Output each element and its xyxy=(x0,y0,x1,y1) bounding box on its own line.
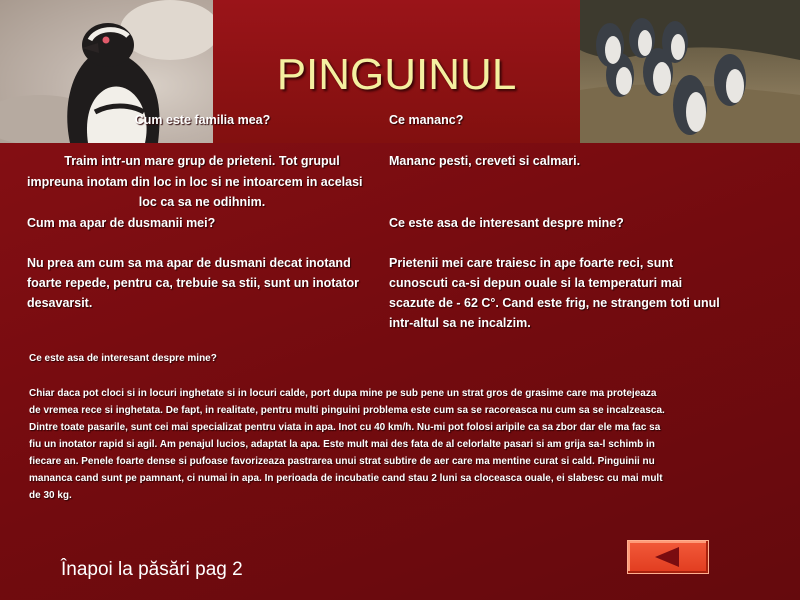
right-answer-interesting-line1: Prietenii mei care traiesc in ape foarte reci, sunt xyxy=(389,256,674,270)
penguin-group-image xyxy=(580,0,800,143)
right-answer-interesting-line3: scazute de - 62 C°. Cand este frig, ne strangem toti unul xyxy=(389,296,720,310)
bottom-paragraph-line: Chiar daca pot cloci si in locuri inghetate si in locuri calde, port dupa mine pe sub pene un strat gros de grasime care ma protejeaza xyxy=(29,388,657,399)
left-answer-enemies-line1: Nu prea am cum sa ma apar de dusmani decat inotand xyxy=(27,256,351,270)
bottom-paragraph-line: de 30 kg. xyxy=(29,490,72,501)
left-arrow-icon xyxy=(628,541,708,573)
left-answer-family-line2: impreuna inotam din loc in loc si ne intoarcem in acelasi xyxy=(27,175,363,189)
right-question-food: Ce mananc? xyxy=(389,113,464,127)
right-answer-interesting-line2: cunoscuti ca-si depun ouale si la temperaturi mai xyxy=(389,276,683,290)
right-answer-food: Mananc pesti, creveti si calmari. xyxy=(389,154,581,168)
back-to-birds-link[interactable]: Înapoi la păsări pag 2 xyxy=(61,559,243,580)
left-answer-enemies-line2: foarte repede, pentru ca, trebuie sa stii, sunt un inotator xyxy=(27,276,360,290)
left-question-family: Cum este familia mea? xyxy=(134,113,271,127)
bottom-paragraph-line: fiu un inotator rapid si agil. Am penajul lucios, adaptat la apa. Este mult mai des fata de al celorlalte pasari si am grija sa-l schimb in xyxy=(29,439,655,450)
bottom-heading: Ce este asa de interesant despre mine? xyxy=(29,353,217,364)
bottom-paragraph-line: fiecare an. Penele foarte dense si pufoase favorizeaza pastrarea unui strat subtire de aer care ma mentine curat si cald. Pinguinii nu xyxy=(29,456,655,467)
left-answer-family-line3: loc ca sa ne odihnim. xyxy=(138,195,266,209)
right-answer-interesting-line4: intr-altul sa ne incalzim. xyxy=(389,316,531,330)
bottom-paragraph-line: Dintre toate pasarile, sunt cei mai specializat pentru viata in apa. Inot cu 40 km/h. Nu-mi pot folosi aripile ca sa zbor dar ele ma fac sa xyxy=(29,422,661,433)
page-title: PINGUINUL xyxy=(276,50,517,99)
left-answer-enemies-line3: desavarsit. xyxy=(27,296,93,310)
left-answer-family-line1: Traim intr-un mare grup de prieteni. Tot grupul xyxy=(64,154,340,168)
previous-slide-button[interactable] xyxy=(627,540,709,574)
penguin-group-illustration xyxy=(580,0,800,143)
bottom-paragraph-line: de vremea rece si inghetata. De fapt, in realitate, pentru multi pinguini problema este cum sa se racoreasca nu cum sa se incalzeasca. xyxy=(29,405,665,416)
bottom-paragraph-line: mananca cand sunt pe pamnant, ci numai in apa. In perioada de incubatie cand stau 2 luni sa cloceasca ouale, ei slabesc cu mai mult xyxy=(29,473,663,484)
left-question-enemies: Cum ma apar de dusmanii mei? xyxy=(27,216,216,230)
right-question-interesting: Ce este asa de interesant despre mine? xyxy=(389,216,624,230)
